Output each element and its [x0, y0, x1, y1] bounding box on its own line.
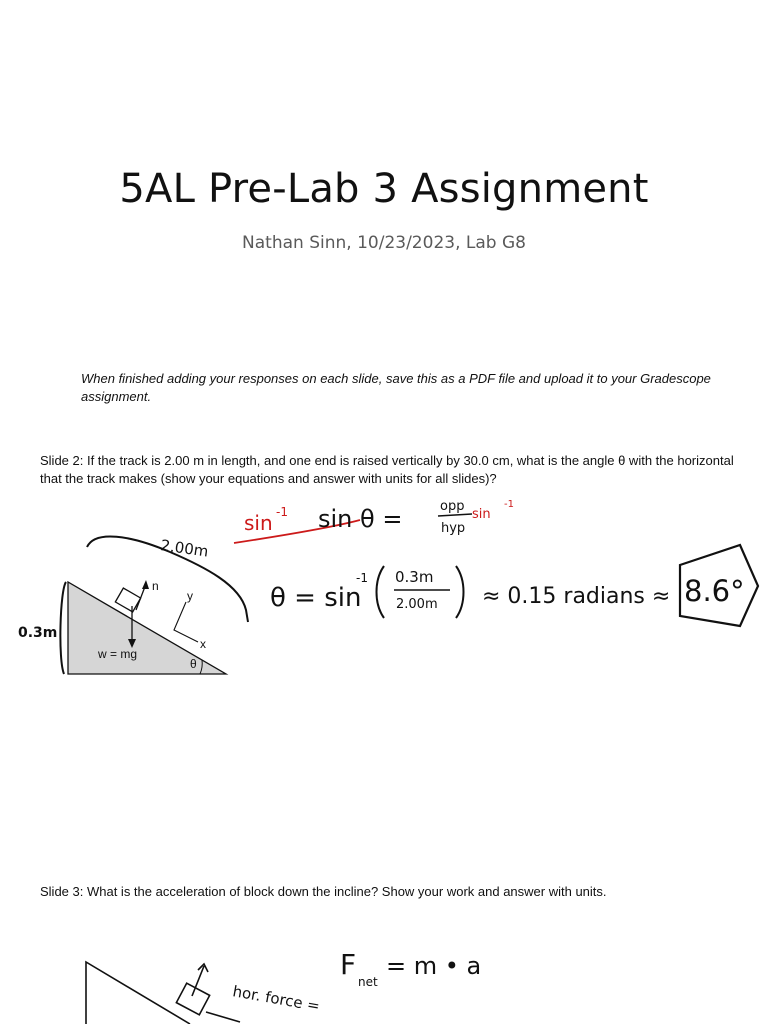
red-sin-inverse-left: sin: [244, 511, 273, 535]
normal-arrowhead: [142, 580, 149, 589]
x-axis-label: x: [200, 637, 206, 651]
weight-label: w = mg: [98, 647, 138, 661]
sin-theta-expression: sin θ =: [318, 505, 403, 533]
height-label: 0.3m: [18, 625, 58, 641]
red-sin-inverse-left-exp: -1: [276, 505, 288, 519]
instructions-text: When finished adding your responses on each slide, save this as a PDF file and upload it to your Gradescope assignment.: [81, 371, 711, 404]
inner-numerator: 0.3m: [395, 568, 434, 586]
horizontal-force-label: hor. force =: [231, 982, 322, 1016]
height-bracket: [60, 582, 66, 674]
frac-hyp: hyp: [441, 521, 466, 536]
axes: [174, 602, 198, 642]
slide3-sketch: [86, 962, 240, 1024]
right-paren: [456, 566, 464, 618]
theta-equation: θ = sin: [270, 583, 362, 613]
slide2-question: Slide 2: If the track is 2.00 m in length, and one end is raised vertically by 30.0 cm, what is the angle θ with the horizontal that the track makes (show your equations and answer with units for all slides)?: [40, 453, 734, 486]
answer-value: 8.6°: [684, 574, 745, 608]
angle-label: θ: [190, 657, 197, 671]
inner-denominator: 2.00m: [396, 597, 438, 612]
normal-label: n: [152, 579, 159, 593]
left-paren: [377, 566, 385, 618]
slide3-incline: [86, 962, 190, 1024]
slide3-block: [176, 983, 209, 1015]
length-label: 2.00m: [159, 536, 210, 561]
fnet-subscript: net: [358, 975, 378, 989]
fnet-symbol: F: [340, 948, 357, 981]
red-sin-inverse-right-exp: -1: [504, 499, 514, 510]
page-subtitle: Nathan Sinn, 10/23/2023, Lab G8: [242, 233, 526, 253]
red-sin-inverse-right: sin: [472, 507, 491, 522]
frac-line: [438, 514, 472, 516]
theta-equation-exp: -1: [356, 571, 368, 585]
y-axis-label: y: [187, 589, 193, 603]
slide3-force-arrow: [206, 1012, 240, 1022]
incline-diagram: [68, 579, 226, 674]
approx-radians: ≈ 0.15 radians ≈: [482, 584, 671, 609]
frac-opp: opp: [440, 499, 465, 514]
page-title: 5AL Pre-Lab 3 Assignment: [119, 166, 649, 212]
slide3-question: Slide 3: What is the acceleration of block down the incline? Show your work and answer with units.: [40, 884, 607, 899]
fnet-rhs: = m • a: [386, 952, 482, 980]
